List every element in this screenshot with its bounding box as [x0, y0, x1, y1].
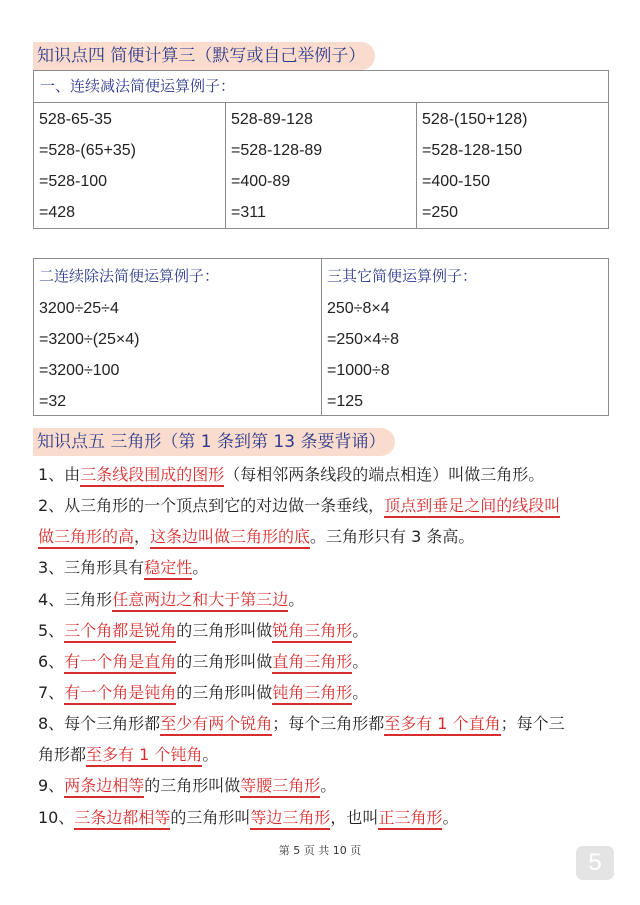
- page-number-badge: 5: [576, 846, 614, 880]
- rule-item-8: 8、每个三角形都至少有两个锐角；每个三角形都至多有 1 个直角；每个三: [38, 712, 565, 736]
- other-column: [321, 259, 608, 415]
- rule-item-7: 7、有一个角是钝角的三角形叫做钝角三角形。: [38, 681, 368, 705]
- calc-line: =125: [327, 393, 364, 410]
- calc-line: =528-128-150: [422, 142, 523, 159]
- rule-item-2: 2、从三角形的一个顶点到它的对边做一条垂线，顶点到垂足之间的线段叫: [38, 494, 560, 518]
- subtraction-column-3: [416, 103, 608, 228]
- calc-line: =250×4÷8: [327, 331, 399, 348]
- calc-line: 250÷8×4: [327, 300, 390, 317]
- rule-item-3: 3、三角形具有稳定性。: [38, 556, 208, 580]
- calc-line: 528-(150+128): [422, 111, 528, 128]
- rule-item-2-cont: 做三角形的高，这条边叫做三角形的底。三角形只有 3 条高。: [38, 525, 474, 549]
- calc-line: =250: [422, 204, 459, 221]
- calc-line: =32: [39, 393, 67, 410]
- rule-item-4: 4、三角形任意两边之和大于第三边。: [38, 588, 304, 612]
- rule-item-5: 5、三个角都是锐角的三角形叫做锐角三角形。: [38, 619, 368, 643]
- calc-line: 528-65-35: [39, 111, 112, 128]
- calc-line: =528-128-89: [231, 142, 323, 159]
- page-footer: 第 5 页 共 10 页: [278, 844, 362, 857]
- calc-line: =311: [231, 204, 266, 221]
- division-table: [33, 258, 609, 416]
- rule-item-10: 10、三条边都相等的三角形叫等边三角形，也叫正三角形。: [38, 806, 458, 830]
- other-header: 三其它简便运算例子：: [327, 267, 478, 285]
- calc-line: 3200÷25÷4: [39, 300, 119, 317]
- rule-item-1: 1、由三条线段围成的图形（每相邻两条线段的端点相连）叫做三角形。: [38, 463, 544, 487]
- calc-line: =400-150: [422, 173, 491, 190]
- rule-item-8-cont: 角形都至多有 1 个钝角。: [38, 743, 218, 767]
- calc-line: =3200÷100: [39, 362, 120, 379]
- section4-heading: 知识点四 简便计算三（默写或自己举例子）: [33, 42, 375, 70]
- calc-line: =1000÷8: [327, 362, 390, 379]
- division-column: [34, 259, 321, 415]
- calc-line: =528-100: [39, 173, 108, 190]
- rule-item-9: 9、两条边相等的三角形叫做等腰三角形。: [38, 774, 336, 798]
- calc-line: =528-(65+35): [39, 142, 136, 159]
- calc-line: =400-89: [231, 173, 291, 190]
- section5-heading: 知识点五 三角形（第 1 条到第 13 条要背诵）: [33, 428, 395, 456]
- calc-line: =428: [39, 204, 76, 221]
- calc-line: =3200÷(25×4): [39, 331, 140, 348]
- division-header: 二连续除法简便运算例子：: [39, 267, 220, 285]
- subtraction-table: [33, 70, 609, 229]
- subtraction-column-1: [34, 103, 225, 228]
- subtraction-column-2: [225, 103, 417, 228]
- calc-line: 528-89-128: [231, 111, 313, 128]
- rule-item-6: 6、有一个角是直角的三角形叫做直角三角形。: [38, 650, 368, 674]
- subtraction-table-header: 一、连续减法简便运算例子：: [34, 71, 608, 103]
